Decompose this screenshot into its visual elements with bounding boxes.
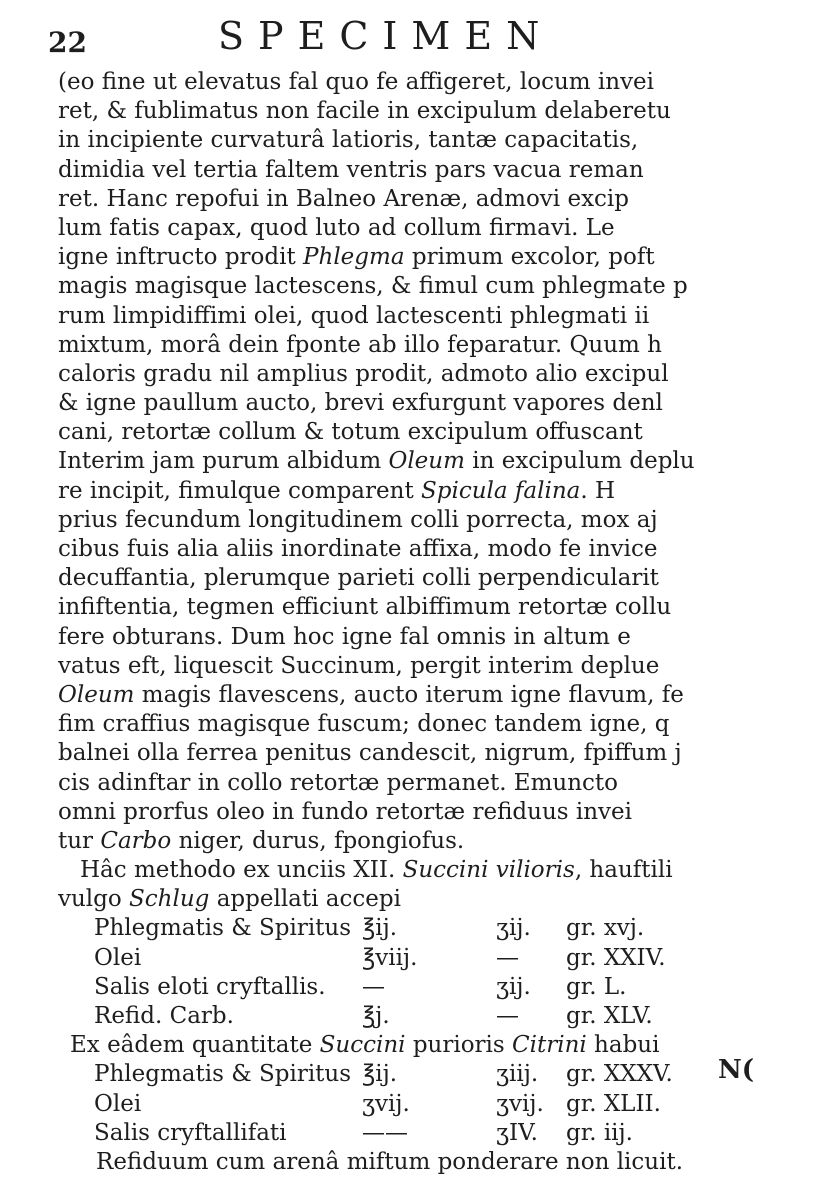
yield-row [58,944,828,973]
yield-grains: gr. L. [566,973,627,1000]
text-line [58,827,828,856]
yield-grains: gr. XLV. [566,1003,653,1029]
emphasis-vilioris: vilioris [495,857,575,884]
text-line: cis adinftar in collo retortæ permanet. Emuncto [58,769,619,796]
text-line: caloris gradu nil amplius prodit, admoto alio excipul [58,360,669,387]
emphasis-succini: Succini [319,1032,406,1059]
page-number: 22 [48,26,87,59]
text-line: in incipiente curvaturâ latioris, tantæ capacitatis, [58,127,639,154]
emphasis-schlug: Schlug [129,886,210,913]
yield-grains: gr. XXXV. [566,1061,673,1088]
yield-drams: ʒIV. [496,1119,538,1146]
text-line: vatus eft, liquescit Succinum, pergit interim deplue [58,652,660,679]
yield-ounces: —— [362,1119,408,1146]
emphasis-oleum: Oleum [58,681,135,708]
yield-grains: gr. XXIV. [566,944,666,971]
yield-ounces: ℥j. [362,1003,390,1029]
text-line: fere obturans. Dum hoc igne fal omnis in altum e [58,623,631,650]
yield-row [58,1002,828,1031]
yield-name: Salis eloti cryftallis. [94,973,326,1000]
yield-drams: — [496,944,519,971]
emphasis-carbo: Carbo [100,827,172,854]
text-line: cani, retortæ collum & totum excipulum offuscant [58,419,643,446]
yield-name: Phlegmatis & Spiritus [94,915,352,942]
yield-drams: — [496,1003,519,1029]
text-segment: vulgo [58,886,122,913]
text-line: magis magisque lactescens, & fimul cum phlegmate p [58,273,688,300]
text-line: decuffantia, plerumque parieti colli perpendicularit [58,565,659,592]
text-line: prius fecundum longitudinem colli porrecta, mox aj [58,506,658,533]
yield-name: Olei [94,944,142,971]
text-line [58,1031,828,1060]
text-line [58,885,828,914]
yield-ounces: ʒvij. [362,1090,410,1117]
emphasis-citrini: Citrini [512,1032,587,1059]
yield-name: Refid. Carb. [94,1003,234,1029]
yield-ounces: — [362,973,385,1000]
text-line [58,856,828,885]
yield-name: Salis cryftallifati [94,1119,287,1146]
yield-name: Olei [94,1090,142,1117]
emphasis-oleum: Oleum [388,448,465,475]
closing-line: Refiduum cum arenâ miftum ponderare non licuit. [96,1148,684,1175]
yield-ounces: ℥viij. [362,944,418,971]
text-segment: purioris [412,1032,505,1059]
text-line: cibus fuis alia aliis inordinate affixa, modo fe invice [58,536,658,562]
text-line: infiftentia, tegmen efficiunt albiffimum retortæ collu [58,594,672,621]
text-line: fim craffius magisque fuscum; donec tandem igne, q [58,711,670,738]
text-segment: niger, durus, fpongiofus. [178,827,465,854]
text-line [58,447,828,476]
yield-row [58,1060,828,1089]
text-segment: Hâc methodo ex unciis [80,857,347,884]
yield-row [58,973,828,1002]
running-title: SPECIMEN [218,14,554,58]
text-segment: , hauftili [574,857,673,884]
text-line: balnei olla ferrea penitus candescit, nigrum, fpiffum j [58,740,682,767]
text-segment: primum excolor, poft [411,244,655,271]
text-line: lum fatis capax, quod luto ad collum firmavi. Le [58,214,615,241]
text-line: omni prorfus oleo in fundo retortæ refiduus invei [58,798,633,825]
text-line: dimidia vel tertia faltem ventris pars vacua reman [58,156,644,183]
numeral: XII. [353,857,396,884]
catchword: N( [718,1055,755,1085]
yield-drams: ʒij. [496,915,531,942]
text-line [58,477,828,506]
text-line: rum limpidiffimi olei, quod lactescenti phlegmati ii [58,302,650,329]
yield-ounces: ℥ij. [362,1061,398,1088]
text-segment: Ex eâdem quantitate [70,1032,313,1059]
yield-drams: ʒiij. [496,1061,539,1088]
text-segment: appellati accepi [216,886,401,913]
text-line [58,681,828,710]
yield-grains: gr. iij. [566,1119,633,1146]
yield-ounces: ℥ij. [362,915,398,942]
text-line: & igne paullum aucto, brevi exfurgunt vapores denl [58,390,663,417]
emphasis-phlegma: Phlegma [303,244,405,271]
yield-name: Phlegmatis & Spiritus [94,1061,352,1088]
text-line [58,243,828,272]
yield-drams: ʒij. [496,973,531,1000]
text-line: (eo fine ut elevatus fal quo fe affigeret, locum invei [58,69,655,95]
text-segment: Interim jam purum albidum [58,448,382,475]
text-segment: . H [580,477,616,504]
text-segment: re incipit, fimulque comparent [58,477,414,504]
yield-row [58,1119,828,1148]
yield-row [58,1090,828,1119]
text-segment: in excipulum deplu [472,448,695,475]
yield-row [58,914,828,943]
yield-drams: ʒvij. [496,1090,544,1117]
yield-grains: gr. xvj. [566,915,645,942]
yield-grains: gr. XLII. [566,1090,661,1117]
emphasis-spicula: Spicula falina [421,477,581,504]
text-segment: habui [594,1032,660,1059]
text-segment: igne inftructo prodit [58,244,296,271]
body-text [58,68,828,1177]
text-segment: tur [58,827,94,854]
text-line: ret. Hanc repofui in Balneo Arenæ, admovi excip [58,185,630,212]
text-line: ret, & fublimatus non facile in excipulum delaberetu [58,98,671,125]
emphasis-succini: Succini [402,857,489,884]
page-header [0,2,800,62]
text-line: mixtum, morâ dein fponte ab illo feparatur. Quum h [58,331,662,358]
text-segment: magis flavescens, aucto iterum igne flavum, fe [141,681,684,708]
